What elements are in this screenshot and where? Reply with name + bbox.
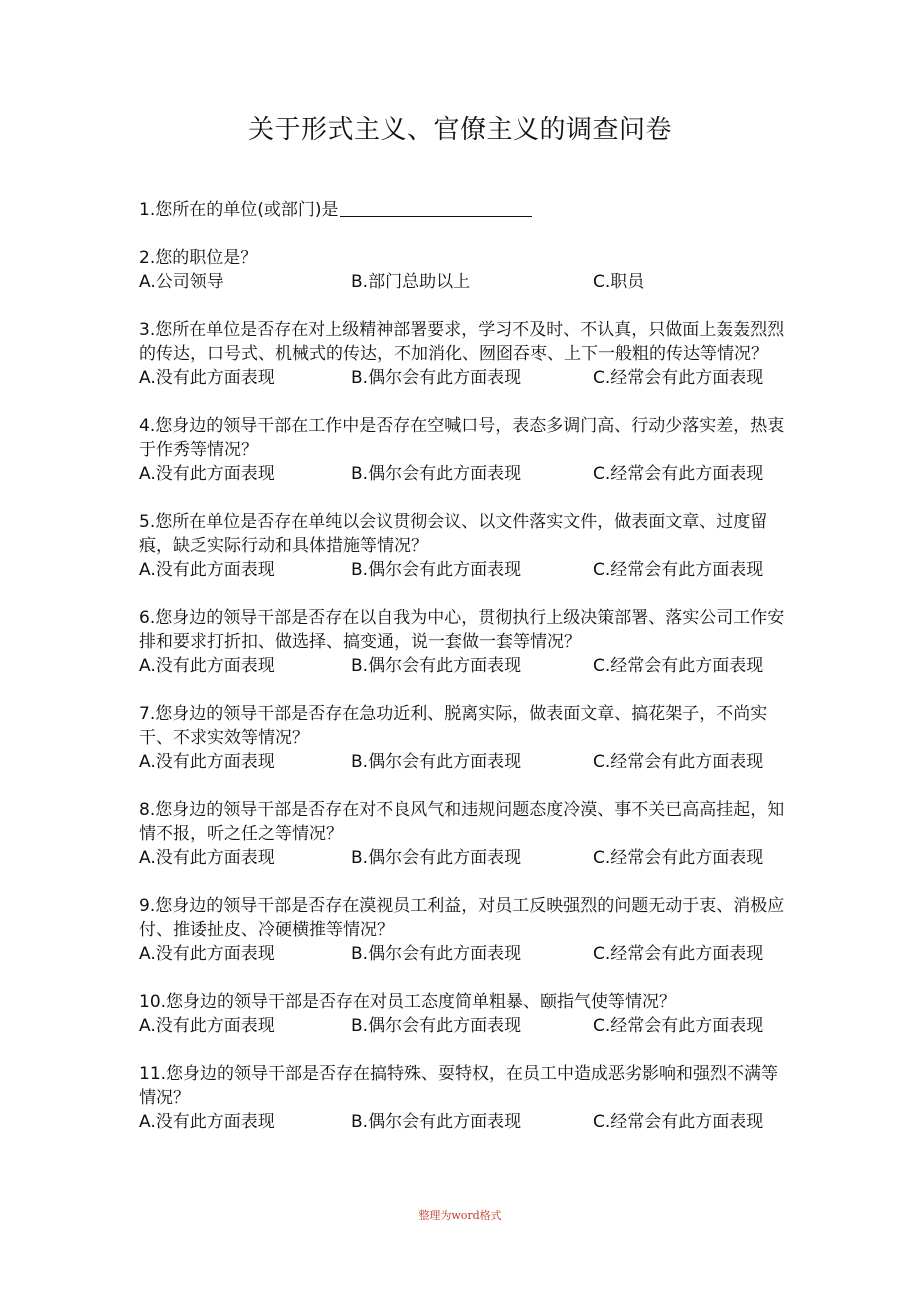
options-row (139, 654, 789, 678)
options-row (139, 846, 789, 870)
question-text: 11.您身边的领导干部是否存在搞特殊、耍特权，在员工中造成恶劣影响和强烈不满等情况？ (139, 1064, 779, 1108)
question-5 (139, 510, 789, 582)
option-c[interactable]: C.经常会有此方面表现 (593, 944, 764, 964)
option-c[interactable]: C.经常会有此方面表现 (593, 848, 764, 868)
question-text: 6.您身边的领导干部是否存在以自我为中心，贯彻执行上级决策部署、落实公司工作安排和要求打折扣、做选择、搞变通，说一套做一套等情况？ (139, 608, 785, 652)
option-a[interactable]: A.没有此方面表现 (139, 656, 275, 676)
question-7 (139, 702, 789, 774)
option-c[interactable]: C.职员 (593, 272, 645, 292)
option-a[interactable]: A.没有此方面表现 (139, 944, 275, 964)
question-text: 7.您身边的领导干部是否存在急功近利、脱离实际，做表面文章、搞花架子，不尚实干、不求实效等情况？ (139, 704, 768, 748)
options-row (139, 558, 789, 582)
option-a[interactable]: A.公司领导 (139, 272, 224, 292)
question-4 (139, 414, 789, 486)
options-row (139, 750, 789, 774)
question-text (139, 196, 789, 222)
question-text: 10.您身边的领导干部是否存在对员工态度简单粗暴、颐指气使等情况？ (139, 992, 677, 1012)
options-row (139, 942, 789, 966)
answer-blank[interactable] (340, 196, 532, 217)
question-text: 8.您身边的领导干部是否存在对不良风气和违规问题态度冷漠、事不关已高高挂起，知情不报，听之任之等情况？ (139, 800, 785, 844)
option-a[interactable]: A.没有此方面表现 (139, 848, 275, 868)
question-1 (139, 196, 789, 222)
question-text: 9.您身边的领导干部是否存在漠视员工利益，对员工反映强烈的问题无动于衷、消极应付、推诿扯皮、冷硬横推等情况？ (139, 896, 785, 940)
option-b[interactable]: B.部门总助以上 (351, 272, 471, 292)
question-text: 5.您所在单位是否存在单纯以会议贯彻会议、以文件落实文件，做表面文章、过度留痕，缺乏实际行动和具体措施等情况？ (139, 512, 768, 556)
option-b[interactable]: B.偶尔会有此方面表现 (351, 656, 522, 676)
option-a[interactable]: A.没有此方面表现 (139, 1112, 275, 1132)
option-b[interactable]: B.偶尔会有此方面表现 (351, 464, 522, 484)
question-6 (139, 606, 789, 678)
option-c[interactable]: C.经常会有此方面表现 (593, 464, 764, 484)
option-c[interactable]: C.经常会有此方面表现 (593, 368, 764, 388)
option-c[interactable]: C.经常会有此方面表现 (593, 1112, 764, 1132)
option-a[interactable]: A.没有此方面表现 (139, 368, 275, 388)
options-row (139, 366, 789, 390)
option-c[interactable]: C.经常会有此方面表现 (593, 752, 764, 772)
option-a[interactable]: A.没有此方面表现 (139, 1016, 275, 1036)
option-b[interactable]: B.偶尔会有此方面表现 (351, 944, 522, 964)
question-3 (139, 318, 789, 390)
option-a[interactable]: A.没有此方面表现 (139, 464, 275, 484)
options-row (139, 462, 789, 486)
survey-content (139, 196, 789, 1134)
question-8 (139, 798, 789, 870)
option-b[interactable]: B.偶尔会有此方面表现 (351, 1016, 522, 1036)
option-b[interactable]: B.偶尔会有此方面表现 (351, 848, 522, 868)
question-label: 1.您所在的单位(或部门)是 (139, 200, 339, 220)
page-footer: 整理为word格式 (418, 1209, 502, 1222)
question-10 (139, 990, 789, 1038)
options-row (139, 1110, 789, 1134)
option-c[interactable]: C.经常会有此方面表现 (593, 560, 764, 580)
option-b[interactable]: B.偶尔会有此方面表现 (351, 560, 522, 580)
question-9 (139, 894, 789, 966)
question-2 (139, 246, 789, 294)
option-c[interactable]: C.经常会有此方面表现 (593, 656, 764, 676)
question-text: 3.您所在单位是否存在对上级精神部署要求，学习不及时、不认真，只做面上轰轰烈烈的传达，口号式、机械式的传达，不加消化、囫囵吞枣、上下一般粗的传达等情况？ (139, 320, 785, 364)
option-c[interactable]: C.经常会有此方面表现 (593, 1016, 764, 1036)
option-a[interactable]: A.没有此方面表现 (139, 752, 275, 772)
option-b[interactable]: B.偶尔会有此方面表现 (351, 368, 522, 388)
page-title: 关于形式主义、官僚主义的调查问卷 (247, 115, 672, 145)
option-b[interactable]: B.偶尔会有此方面表现 (351, 752, 522, 772)
options-row (139, 270, 789, 294)
option-a[interactable]: A.没有此方面表现 (139, 560, 275, 580)
option-b[interactable]: B.偶尔会有此方面表现 (351, 1112, 522, 1132)
question-text: 4.您身边的领导干部在工作中是否存在空喊口号，表态多调门高、行动少落实差，热衷于作秀等情况？ (139, 416, 785, 460)
question-11 (139, 1062, 789, 1134)
options-row (139, 1014, 789, 1038)
question-text: 2.您的职位是？ (139, 248, 258, 268)
